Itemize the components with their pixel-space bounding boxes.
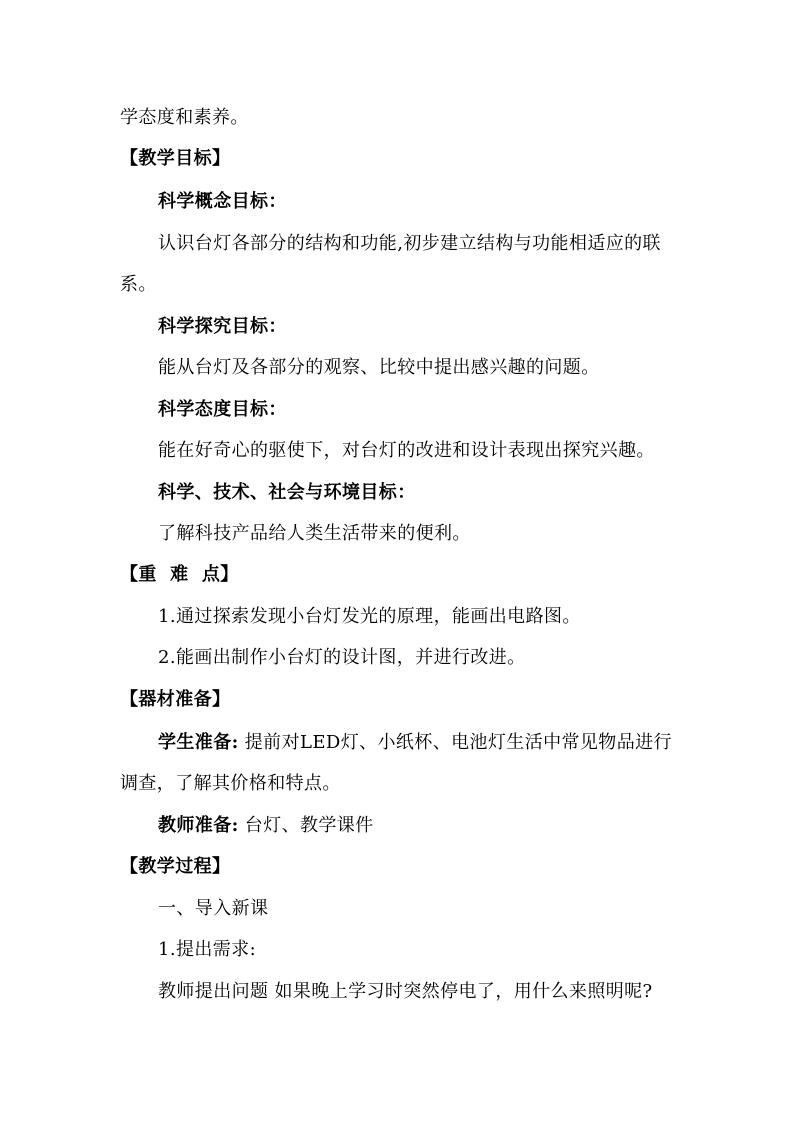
student-preparation-line2: 调查，了解其价格和特点。 [120,773,341,794]
student-preparation-text: 提前对LED灯、小纸杯、电池灯生活中常见物品进行 [238,732,672,753]
attitude-objective-text: 能在好奇心的驱使下，对台灯的改进和设计表现出探究兴趣。 [158,440,655,461]
stse-objective-label: 科学、技术、社会与环境目标： [158,482,416,503]
process-heading: 【教学过程】 [120,856,231,877]
attitude-objective-label: 科学态度目标： [158,399,287,420]
process-section-1: 一、导入新课 [158,898,269,919]
teacher-preparation-label: 教师准备: [158,815,239,836]
concept-objective-text-line2: 系。 [120,274,157,295]
process-step-1: 1.提出需求: [158,939,257,960]
key-points-heading: 【重 难 点】 [120,564,239,585]
concept-objective-text-line1: 认识台灯各部分的结构和功能,初步建立结构与功能相适应的联 [158,233,661,254]
teacher-preparation-text: 台灯、教学课件 [238,815,374,836]
teacher-preparation-line [158,814,374,838]
process-step-1-text: 教师提出问题 如果晚上学习时突然停电了，用什么来照明呢? [158,981,653,1002]
objectives-heading: 【教学目标】 [120,148,231,169]
key-point-item-1: 1.通过探索发现小台灯发光的原理，能画出电路图。 [158,606,581,627]
materials-heading: 【器材准备】 [120,689,231,710]
student-preparation-line1 [158,731,672,755]
concept-objective-label: 科学概念目标： [158,191,287,212]
stse-objective-text: 了解科技产品给人类生活带来的便利。 [158,523,471,544]
inquiry-objective-text: 能从台灯及各部分的观察、比较中提出感兴趣的问题。 [158,357,600,378]
student-preparation-label: 学生准备: [158,732,239,753]
inquiry-objective-label: 科学探究目标： [158,316,287,337]
key-point-item-2: 2.能画出制作小台灯的设计图，并进行改进。 [158,647,526,668]
intro-tail-text: 学态度和素养。 [120,107,249,128]
